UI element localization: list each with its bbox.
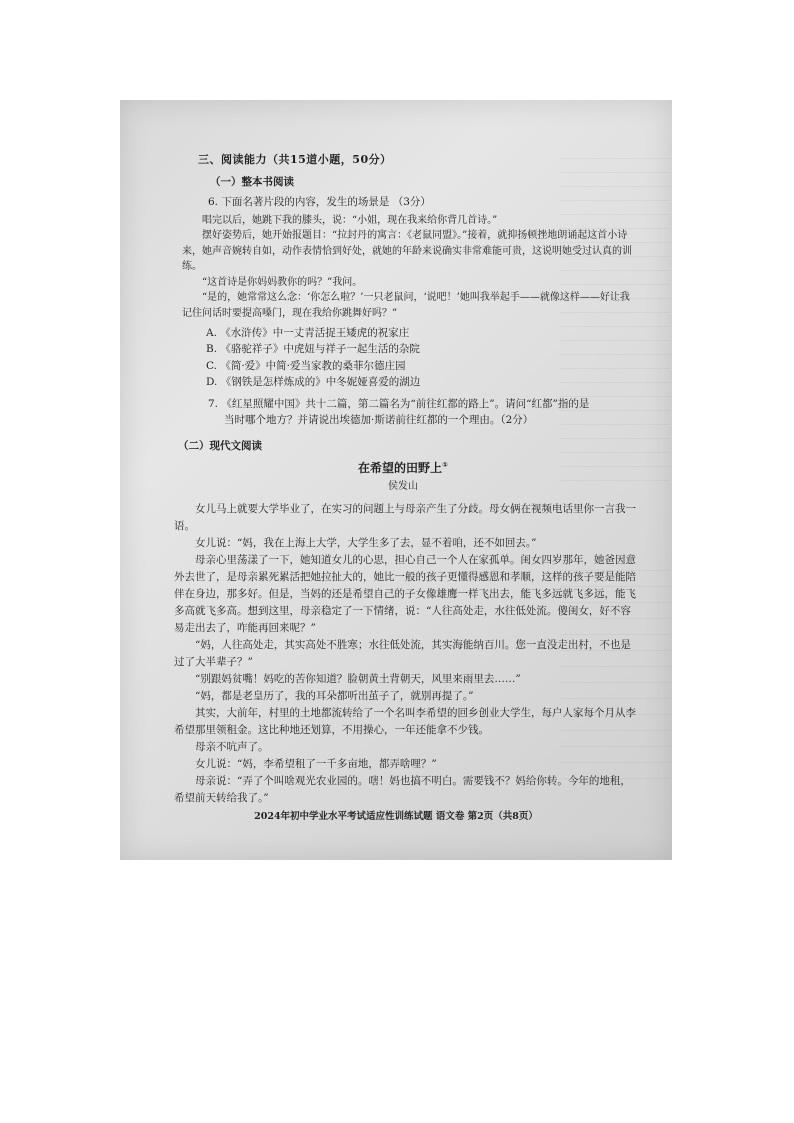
article-paragraph: “别跟妈贫嘴！妈吃的苦你知道？脸朝黄土背朝天，风里来雨里去……” <box>195 672 521 685</box>
q6-passage <box>168 213 638 322</box>
q6-options <box>168 325 638 390</box>
option-a: A. 《水浒传》中一丈青活捉王矮虎的祝家庄 <box>206 327 410 340</box>
footnote-mark: ① <box>442 460 448 469</box>
q7-line2: 当时哪个地方？并请说出埃德加·斯诺前往红都的一个理由。（2分） <box>224 414 534 427</box>
passage-paragraph: 唱完以后，她跳下我的膝头，说：“小姐，现在我来给你背几首诗。” <box>202 214 498 226</box>
article-paragraph: 母亲不吭声了。 <box>195 740 269 753</box>
article-body <box>168 501 638 807</box>
article-paragraph: 女儿说：“妈，我在上海上大学，大学生多了去，显不着咱，还不如回去。” <box>195 536 537 549</box>
part2-title: （二）现代文阅读 <box>178 440 262 453</box>
question-6: 6. 下面名著片段的内容，发生的场景是 （3分） <box>208 196 431 209</box>
exam-content <box>168 152 638 807</box>
part1-title: （一）整本书阅读 <box>210 176 294 189</box>
article-title <box>168 457 638 476</box>
section-title: 三、阅读能力（共15道小题，50分） <box>198 153 392 166</box>
article-paragraph: “妈，都是老皇历了，我的耳朵都听出茧子了，就别再提了。” <box>195 689 474 702</box>
article-paragraph: 母亲心里荡漾了一下，她知道女儿的心思，担心自己一个人在家孤单。闺女四岁那年，她爸因意外去世了，是母亲累死累活把她拉扯大的，她比一般的孩子更懂得感恩和孝顺，这样的孩子要是能陪伴在身边，那多好。但是，当妈的还是希望自己的子女像雄鹰一样飞出去，能飞多远就飞多远，能飞多高就飞多高。想到这里，母亲稳定了一下情绪，说：“人往高处走，水往低处流。傻闺女，好不容易走出去了，咋能再回来呢？” <box>174 553 636 634</box>
passage-paragraph: “这首诗是你妈妈教你的吗？”我问。 <box>202 276 363 288</box>
article-paragraph: 其实，大前年，村里的土地都流转给了一个名叫李希望的回乡创业大学生，每户人家每个月从李希望那里领租金。这比种地还划算，不用操心，一年还能拿不少钱。 <box>174 706 636 736</box>
option-b: B. 《骆驼祥子》中虎妞与祥子一起生活的杂院 <box>206 343 420 356</box>
option-d: D. 《钢铁是怎样炼成的》中冬妮娅喜爱的湖边 <box>206 375 421 388</box>
article-title-text: 在希望的田野上 <box>358 460 443 475</box>
photographed-exam-page <box>120 100 672 860</box>
page-footer: 2024年初中学业水平考试适应性训练试题 语文卷 第2页（共8页） <box>254 811 538 822</box>
passage-paragraph: 摆好姿势后，她开始报题目：“拉封丹的寓言：《老鼠同盟》。”接着，就抑扬顿挫地朗诵起这首小诗来，她声音婉转自如，动作表情恰到好处，就她的年龄来说确实非常难能可贵，这说明她受过认真的训练。 <box>182 230 632 273</box>
article-paragraph: 母亲说：“弄了个叫啥观光农业园的。嗐！妈也搞不明白。需要钱不？妈给你转。今年的地租，希望前天转给我了。” <box>174 774 631 804</box>
question-7 <box>208 396 638 428</box>
q7-line1: 7. 《红星照耀中国》共十二篇，第二篇名为“前往红都的路上”。请问“红都”指的是 <box>208 397 590 410</box>
article-paragraph: 女儿马上就要大学毕业了，在实习的问题上与母亲产生了分歧。母女俩在视频电话里你一言我一语。 <box>174 502 636 532</box>
article-author: 侯发山 <box>388 480 418 492</box>
article-paragraph: 女儿说：“妈，李希望租了一千多亩地，都弄啥哩？” <box>195 757 437 770</box>
passage-paragraph: “是的，她常常这么念：‘你怎么啦？’一只老鼠问，‘说吧！’她叫我举起手——就像这样——好让我记住问话时要提高嗓门，现在我给你跳舞好吗？” <box>182 292 630 319</box>
article-paragraph: “妈，人往高处走，其实高处不胜寒；水往低处流，其实海能纳百川。您一直没走出村，不也是过了大半辈子？” <box>174 638 631 668</box>
option-c: C. 《简·爱》中简·爱当家教的桑菲尔德庄园 <box>206 359 406 372</box>
